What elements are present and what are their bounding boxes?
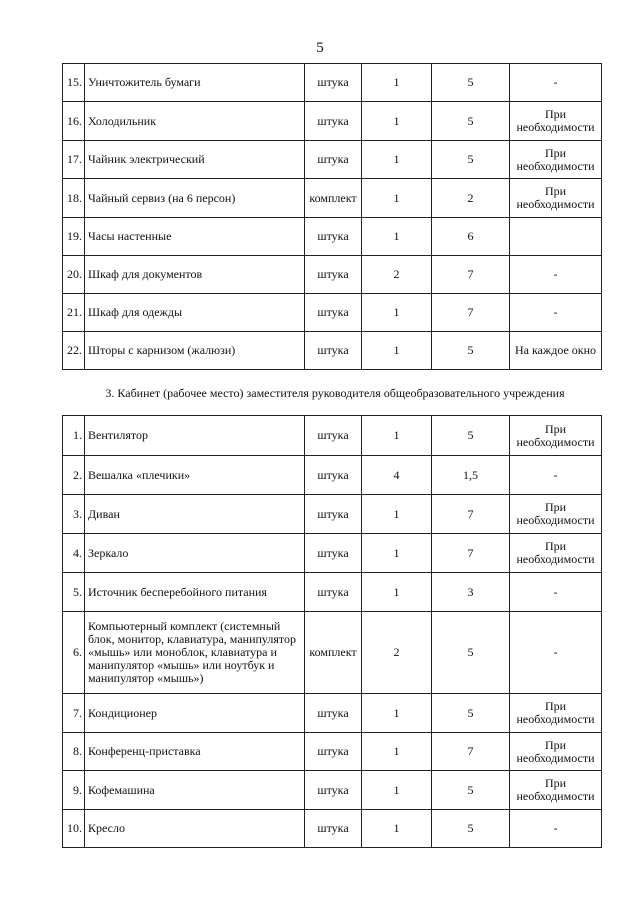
item-quantity: 1 [362, 810, 432, 848]
section-title: 3. Кабинет (рабочее место) заместителя руководителя общеобразовательного учреждения [105, 386, 565, 400]
table-row [63, 218, 602, 256]
item-service-years: 5 [432, 332, 510, 370]
item-note: При необходимости [510, 141, 602, 179]
item-note: - [510, 64, 602, 102]
item-note: - [510, 456, 602, 495]
item-quantity: 1 [362, 771, 432, 810]
item-note: При необходимости [510, 416, 602, 456]
table-row [63, 179, 602, 218]
item-quantity: 1 [362, 179, 432, 218]
item-name: Шкаф для одежды [85, 294, 305, 332]
item-name: Чайник электрический [85, 141, 305, 179]
equipment-table-1 [62, 63, 602, 370]
item-quantity: 1 [362, 573, 432, 612]
item-unit: комплект [305, 612, 362, 694]
item-service-years: 6 [432, 218, 510, 256]
item-unit: штука [305, 416, 362, 456]
item-unit: штука [305, 771, 362, 810]
item-note: При необходимости [510, 495, 602, 534]
item-note: При необходимости [510, 102, 602, 141]
item-note: При необходимости [510, 534, 602, 573]
item-service-years: 5 [432, 771, 510, 810]
table-row [63, 416, 602, 456]
item-unit: штука [305, 694, 362, 733]
table-row [63, 694, 602, 733]
item-service-years: 7 [432, 495, 510, 534]
item-note: - [510, 612, 602, 694]
item-quantity: 1 [362, 733, 432, 771]
table-row [63, 64, 602, 102]
item-service-years: 5 [432, 416, 510, 456]
table-row [63, 771, 602, 810]
item-name: Шкаф для документов [85, 256, 305, 294]
item-name: Кофемашина [85, 771, 305, 810]
row-number: 4. [63, 534, 85, 573]
item-unit: штука [305, 64, 362, 102]
row-number: 2. [63, 456, 85, 495]
page-number: 5 [316, 40, 324, 56]
item-service-years: 7 [432, 534, 510, 573]
row-number: 9. [63, 771, 85, 810]
row-number: 18. [63, 179, 85, 218]
row-number: 3. [63, 495, 85, 534]
item-name: Чайный сервиз (на 6 персон) [85, 179, 305, 218]
item-service-years: 1,5 [432, 456, 510, 495]
table-row [63, 495, 602, 534]
item-unit: штука [305, 102, 362, 141]
item-quantity: 4 [362, 456, 432, 495]
item-unit: штука [305, 573, 362, 612]
item-note: - [510, 573, 602, 612]
item-service-years: 5 [432, 694, 510, 733]
item-note: - [510, 256, 602, 294]
row-number: 20. [63, 256, 85, 294]
table-row [63, 332, 602, 370]
row-number: 21. [63, 294, 85, 332]
item-unit: штука [305, 456, 362, 495]
item-name: Компьютерный комплект (системный блок, монитор, клавиатура, манипулятор «мышь» или моноблок, клавиатура и манипулятор «мышь» или ноутбук и манипулятор «мышь») [85, 612, 305, 694]
table-row [63, 612, 602, 694]
item-unit: штука [305, 332, 362, 370]
item-name: Кресло [85, 810, 305, 848]
equipment-table-2 [62, 415, 602, 848]
item-quantity: 1 [362, 495, 432, 534]
item-service-years: 7 [432, 294, 510, 332]
item-note: При необходимости [510, 771, 602, 810]
item-service-years: 5 [432, 612, 510, 694]
item-quantity: 1 [362, 332, 432, 370]
row-number: 19. [63, 218, 85, 256]
row-number: 22. [63, 332, 85, 370]
row-number: 10. [63, 810, 85, 848]
item-unit: штука [305, 294, 362, 332]
item-quantity: 1 [362, 534, 432, 573]
table-row [63, 102, 602, 141]
table-row [63, 294, 602, 332]
item-quantity: 1 [362, 218, 432, 256]
item-name: Часы настенные [85, 218, 305, 256]
item-note [510, 218, 602, 256]
item-note: На каждое окно [510, 332, 602, 370]
item-unit: штука [305, 495, 362, 534]
row-number: 15. [63, 64, 85, 102]
row-number: 8. [63, 733, 85, 771]
item-service-years: 5 [432, 141, 510, 179]
item-name: Конференц-приставка [85, 733, 305, 771]
item-service-years: 5 [432, 102, 510, 141]
item-service-years: 2 [432, 179, 510, 218]
row-number: 7. [63, 694, 85, 733]
item-unit: комплект [305, 179, 362, 218]
item-service-years: 5 [432, 64, 510, 102]
item-service-years: 7 [432, 733, 510, 771]
table-row [63, 733, 602, 771]
item-quantity: 2 [362, 256, 432, 294]
item-name: Вентилятор [85, 416, 305, 456]
item-note: При необходимости [510, 694, 602, 733]
item-unit: штука [305, 256, 362, 294]
item-name: Уничтожитель бумаги [85, 64, 305, 102]
row-number: 5. [63, 573, 85, 612]
item-name: Источник бесперебойного питания [85, 573, 305, 612]
item-service-years: 5 [432, 810, 510, 848]
item-unit: штука [305, 218, 362, 256]
table-row [63, 141, 602, 179]
row-number: 16. [63, 102, 85, 141]
item-quantity: 1 [362, 416, 432, 456]
item-unit: штука [305, 733, 362, 771]
item-quantity: 1 [362, 141, 432, 179]
item-quantity: 1 [362, 102, 432, 141]
item-name: Шторы с карнизом (жалюзи) [85, 332, 305, 370]
row-number: 6. [63, 612, 85, 694]
item-quantity: 1 [362, 294, 432, 332]
table-row [63, 456, 602, 495]
item-name: Зеркало [85, 534, 305, 573]
item-note: - [510, 294, 602, 332]
item-unit: штука [305, 534, 362, 573]
table-row [63, 534, 602, 573]
item-service-years: 7 [432, 256, 510, 294]
item-unit: штука [305, 810, 362, 848]
table-row [63, 573, 602, 612]
item-quantity: 1 [362, 64, 432, 102]
row-number: 1. [63, 416, 85, 456]
table-row [63, 810, 602, 848]
item-note: При необходимости [510, 733, 602, 771]
item-name: Диван [85, 495, 305, 534]
item-note: При необходимости [510, 179, 602, 218]
item-quantity: 1 [362, 694, 432, 733]
item-name: Кондиционер [85, 694, 305, 733]
item-unit: штука [305, 141, 362, 179]
item-name: Холодильник [85, 102, 305, 141]
item-service-years: 3 [432, 573, 510, 612]
row-number: 17. [63, 141, 85, 179]
table-row [63, 256, 602, 294]
item-quantity: 2 [362, 612, 432, 694]
item-name: Вешалка «плечики» [85, 456, 305, 495]
item-note: - [510, 810, 602, 848]
